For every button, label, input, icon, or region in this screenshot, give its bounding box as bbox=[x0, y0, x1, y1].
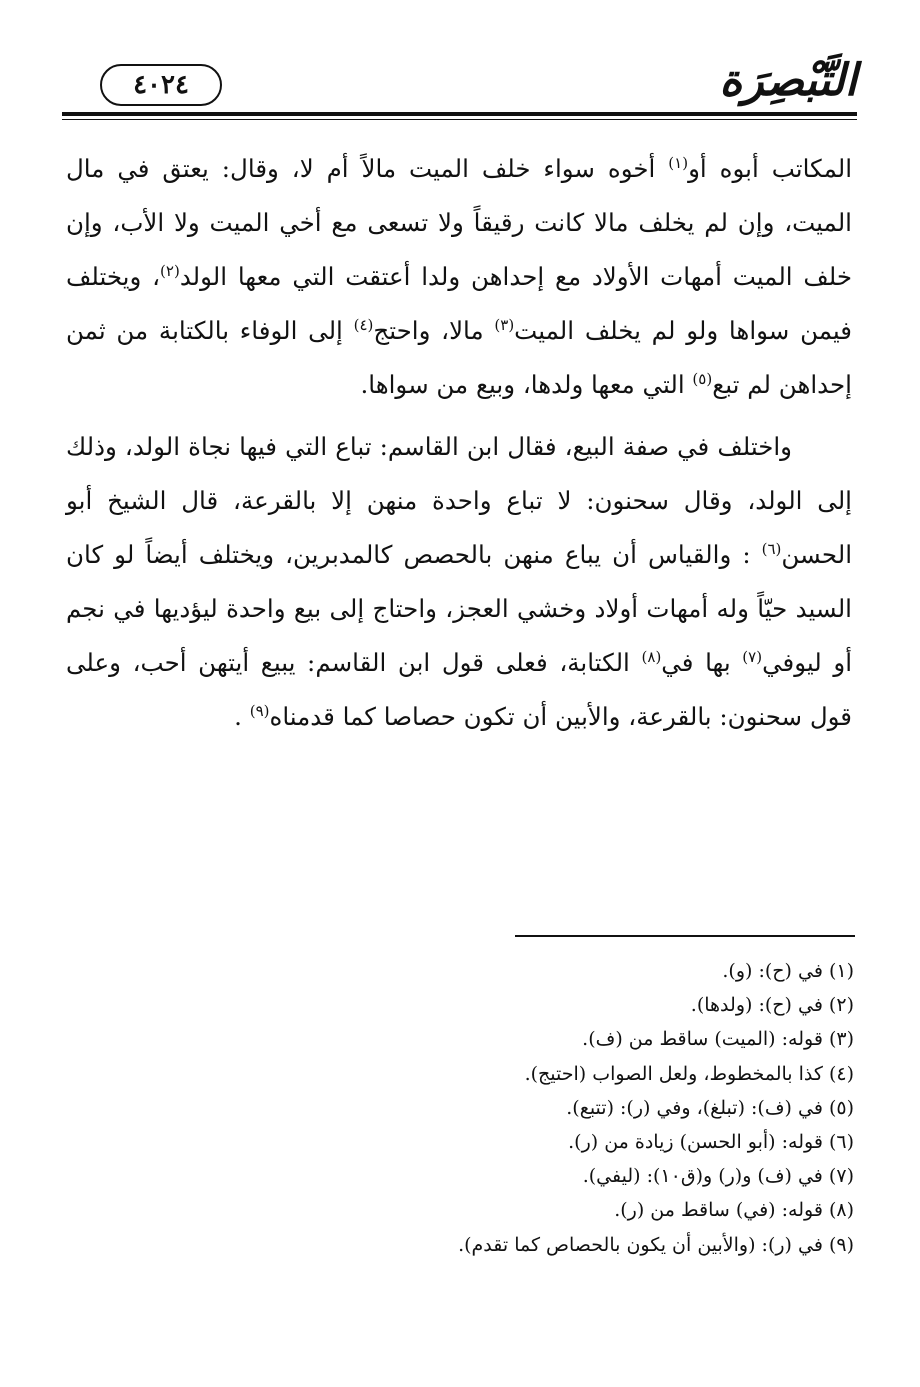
text-run: الكتابة، فعلى قول ابن القاسم: يبيع أيتهن أحب، وعلى قول سحنون: بالقرعة، والأبين أن تكون حصاصا كما قدمناه bbox=[66, 648, 852, 731]
footnote-3: (٣) قوله: (الميت) ساقط من (ف). bbox=[582, 1028, 854, 1051]
book-title: التَّبْصِرَة bbox=[719, 55, 857, 106]
footnotes bbox=[94, 954, 854, 1262]
footnote-2: (٢) في (ح): (ولدها). bbox=[690, 994, 854, 1017]
text-run: التي معها ولدها، وبيع من سواها. bbox=[360, 370, 693, 399]
footnote-6: (٦) قوله: (أبو الحسن) زيادة من (ر). bbox=[568, 1131, 854, 1154]
footnote-5: (٥) في (ف): (تبلغ)، وفي (ر): (تتبع). bbox=[566, 1096, 854, 1119]
text-run: بها في bbox=[661, 648, 743, 677]
footnote-ref-9: (٩) bbox=[249, 701, 270, 720]
text-run: : والقياس أن يباع منهن بالحصص كالمدبرين، ويختلف أيضاً لو كان السيد حيّاً وله أمهات أولاد وخشي العجز، واحتاج إلى بيع واحدة ليؤديها في نجم أو ليوفي bbox=[66, 540, 853, 677]
footnote-ref-7: (٧) bbox=[742, 647, 763, 666]
footnote-7: (٧) في (ف) و(ر) و(ق١٠): (ليفي). bbox=[582, 1165, 854, 1188]
footnote-ref-1: (١) bbox=[668, 153, 689, 172]
page-number: ٤٠٢٤ bbox=[100, 64, 222, 106]
text-run: ، ويختلف فيمن سواها ولو لم يخلف الميت bbox=[66, 262, 852, 345]
page-header bbox=[62, 50, 857, 120]
text-run: إلى الوفاء بالكتابة من ثمن إحداهن لم تبع bbox=[66, 316, 852, 399]
footnote-ref-2: (٢) bbox=[160, 261, 180, 280]
header-rule bbox=[62, 112, 857, 116]
footnote-1: (١) في (ح): (و). bbox=[722, 960, 854, 982]
text-run: أخوه سواء خلف الميت مالاً أم لا، وقال: يعتق في مال الميت، وإن لم يخلف مالا كانت رقيقاً ولا تسعى مع أخي الميت ولا الأب، وإن خلف الميت أمهات الأولاد مع إحداهن ولدا أعتقت التي معها الولد bbox=[66, 154, 852, 291]
text-run: المكاتب أبوه أو bbox=[688, 154, 853, 183]
text-run: مالا، واحتج bbox=[373, 316, 495, 345]
paragraph-2 bbox=[66, 420, 852, 744]
paragraph-1 bbox=[66, 142, 852, 412]
footnote-separator bbox=[515, 935, 855, 937]
text-run: واختلف في صفة البيع، فقال ابن القاسم: تباع التي فيها نجاة الولد، وذلك إلى الولد، وقال سحنون: لا تباع واحدة منهن إلا بالقرعة، قال الشيخ أبو الحسن bbox=[66, 432, 852, 569]
footnote-ref-3: (٣) bbox=[494, 315, 515, 334]
footnote-8: (٨) قوله: (في) ساقط من (ر). bbox=[614, 1199, 854, 1222]
footnote-ref-8: (٨) bbox=[641, 647, 662, 666]
footnote-9: (٩) في (ر): (والأبين أن يكون بالحصاص كما تقدم). bbox=[458, 1233, 854, 1256]
footnote-ref-5: (٥) bbox=[692, 369, 713, 388]
text-run: . bbox=[234, 702, 250, 731]
footnote-4: (٤) كذا بالمخطوط، ولعل الصواب (احتيج). bbox=[524, 1062, 854, 1085]
footnote-ref-6: (٦) bbox=[761, 539, 782, 558]
footnote-ref-4: (٤) bbox=[353, 315, 374, 334]
header-rule-thin bbox=[62, 119, 857, 120]
main-text bbox=[66, 142, 852, 744]
